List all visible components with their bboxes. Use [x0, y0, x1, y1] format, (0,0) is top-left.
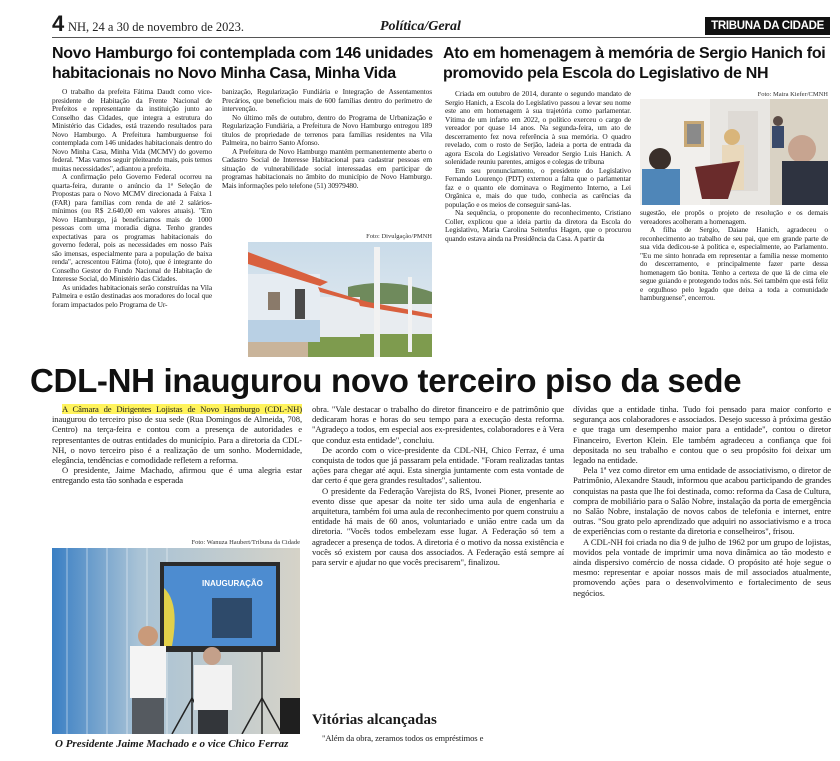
paragraph: banização, Regularização Fundiária e Integração de Assentamentos Precários, que beneficiou mais de 600 famílias dentro do perímetro de intervenção. [222, 88, 432, 113]
paragraph: O trabalho da prefeita Fátima Daudt como vice-presidente de Habitação da Frente Nacional de Prefeitos e representante da instituição junto ao Conselho das Cidades, que integra a estrutura do Ministério das Cidades, está trazendo resultados para Novo Hamburgo. A Prefeitura hamburguense foi contemplada com 146 unidades habitacionais dentro do Novo Minha Casa, Minha Vida (MCMV) do governo federal. "Mas vamos seguir pleiteando mais, pois temos muitas necessidades", adiantou a prefeita. [52, 88, 212, 173]
article3-headline: CDL-NH inaugurou novo terceiro piso da sede [30, 362, 742, 399]
paragraph: dívidas que a entidade tinha. Tudo foi pensado para maior conforto e segurança aos colaboradores e associados. Desejo sucesso à próxima gestão e que traga um desempenho maior para a entidade", contou o diretor Financeiro, Everton Klein. Ele também agradeceu a confiança que foi depositada no seu trabalho e contou que o seu propósito foi deixar um legado na entidade. [573, 404, 831, 466]
article1-column-2 [222, 88, 432, 230]
paragraph: Pela 1ª vez como diretor em uma entidade de associativismo, o diretor de Patrimônio, Alexandre Staudt, informou que acabou participando de grandes conquistas na pasta que lhe foi destinada, como: reforma da Casa de Cultura, compra de mobiliário para o Salão Nobre, instalação da porta de emergência no Salão Nobre, instalação de novos cabos de telefonia e internet, entre outras. "Sou grato pelo aprendizado que adquiri no associativismo e a troca de experiências com o restante da diretoria e conselheiros", frisou. [573, 465, 831, 537]
paragraph: Em seu pronunciamento, o presidente do Legislativo Fernando Lourenço (PDT) externou a falta que o parlamentar faz e o quanto ele dominava o Regimento Interno, a Lei Orgânica e, mais do que tudo, conhecia as carências da população e os meios de conseguir saná-las. [445, 165, 631, 209]
cdl-event-illustration [52, 548, 300, 734]
paragraph: A confirmação pelo Governo Federal ocorreu na quarta-feira, durante o anúncio da 1ª Seleção de Propostas para o Novo MCMV direcionada à Faixa 1 (FAR) para famílias com renda de até 2 salários-mínimos (ou R$ 2.640,00 em valores atuais). "Em Novo Hamburgo, já beneficiamos mais de 1000 pessoas com uma moradia digna. Tenho grandes expectativas para os programas habitacionais do governo federal, pois as necessidades em nosso País são imensas, especialmente para a população de baixa renda", acrescentou Fátima (foto), que é integrante do Conselho Gestor do Fundo Nacional de Habitação de Interesse Social, do Ministério das Cidades. [52, 172, 212, 283]
article3-photo-credit: Foto: Wanuza Haubert/Tribuna da Cidade [191, 539, 300, 546]
paragraph: O presidente da Federação Varejista do RS, Ivonei Pioner, presente ao evento disse que apesar da noite ter sido uma aula de engenharia e arquitetura, também foi uma aula de reconhecimento por quem construiu a entidade há mais de 60 anos, voluntariado e união entre cada um da diretoria. "Vocês todos embelezam esse lugar. A Federação só tem a agradecer a presença de todos. A diretoria é o motivo da nossa existência e vocês só existem por causa dos associados. A Federação está sempre aí para servir e ajudar no que vocês precisarem", finalizou. [312, 485, 564, 568]
article3-column-2 [312, 404, 564, 708]
photo-caption: O Presidente Jaime Machado e o vice Chico Ferraz [55, 738, 289, 750]
paragraph: As unidades habitacionais serão construídas na Vila Palmeira e estão destinadas aos moradores do local que foram impactados pelo Programa de Ur- [52, 282, 212, 309]
paragraph: Criada em outubro de 2014, durante o segundo mandato de Sergio Hanich, a Escola do Legislativo passou a levar seu nome este ano em homenagem à sua trajetória como parlamentar. Vítima de um infarto em 2022, o político exerceu o cargo de vereador por quase 14 anos. Na segunda-feira, um ato de descerramento fez nova referência à sua memória. O quadro revelado, com o rosto de Serjão, ladeia a porta de entrada da agora Escola do Legislativo Vereador Sergio Luis Hanich. A solenidade reuniu parentes, amigos e colegas de tribuna [445, 90, 631, 166]
homage-illustration [640, 99, 828, 205]
article3-column-3 [573, 404, 831, 758]
section-title: Política/Geral [380, 19, 461, 34]
page-number: 4 [52, 11, 65, 36]
homage-photo [640, 99, 828, 205]
paragraph: A Prefeitura de Novo Hamburgo mantém permanentemente aberto o Cadastro Social de Interesse Habitacional para cadastrar pessoas em situação de vulnerabilidade social interessadas em participar de programas habitacionais no âmbito do município de Novo Hamburgo. Mais informações pelo telefone (51) 30979480. [222, 146, 432, 190]
housing-photo [248, 242, 432, 357]
article1-column-1 [52, 88, 212, 356]
paragraph: A filha de Sergio, Daiane Hanich, agradeceu o reconhecimento ao trabalho de seu pai, que em grande parte de sua vida dedicou-se à política e, especialmente, ao Parlamento. "Eu me sinto honrada em representar a família nesse momento do descerramento, e principalmente fazer parte dessa homenagem tão bonita. Tenho a certeza de que lá de cima ele segue guiando e protegendo todos nós. Sei também que está feliz e orgulhoso pelo legado que deixa a toda a comunidade hamburguense", encerrou. [640, 225, 828, 302]
paragraph: A CDL-NH foi criada no dia 9 de julho de 1962 por um grupo de lojistas, movidos pela vontade de imprimir uma nova dinâmica ao tão modesto e ainda dispersivo comércio de nossa cidade. O propósito até hoje segue o mesmo: representar e apoiar nossos mais de mil associados atualmente, promovendo ações para o desenvolvimento e fortalecimento de seus negócios. [573, 536, 831, 598]
article2-photo-credit: Foto: Maira Kiefer/CMNH [757, 91, 828, 98]
article1-photo-credit: Foto: Divulgação/PMNH [366, 233, 432, 240]
article2-column-1 [445, 90, 631, 358]
housing-illustration [248, 242, 432, 357]
lead-paragraph [52, 404, 302, 465]
paragraph: O presidente, Jaime Machado, afirmou que é uma alegria estar entregando esta tão sonhada e esperada [52, 465, 302, 486]
masthead-logo: TRIBUNA DA CIDADE [705, 17, 830, 35]
article3-column-1 [52, 404, 302, 536]
article2-headline: Ato em homenagem à memória de Sergio Hanich foi promovido pela Escola do Legislativo de NH [443, 45, 826, 82]
screen-title: INAUGURAÇÃO [202, 579, 263, 588]
paragraph: Na sequência, o proponente do reconhecimento, Cristiano Coller, explicou que a ideia partiu da diretora da Escola do Legislativo, Maria Carolina Seitenfus Hagen, que o procurou quando estava ainda na Presidência da Casa. A partir da [445, 208, 631, 243]
article2-column-2 [640, 209, 828, 359]
paragraph: "Além da obra, zeramos todos os empréstimos e [322, 733, 484, 743]
cdl-event-photo [52, 548, 300, 734]
paragraph: De acordo com o vice-presidente da CDL-NH, Chico Ferraz, é uma conquista de todos que já passaram pela entidade. "Foram realizadas tantas ações para chegar até aqui. Esta sinergia juntamente com esta vontade de dar certo é que gera grandes resultados", salientou. [312, 444, 564, 486]
article1-headline: Novo Hamburgo foi contemplada com 146 unidades habitacionais no Novo Minha Casa, Minha Vida [52, 45, 433, 82]
paragraph: obra. "Vale destacar o trabalho do diretor financeiro e de patrimônio que dedicaram horas e horas do seu tempo para a execução desta reforma. "Agradeço a todos, em especial aos ex-presidentes, colaboradores e à Vera que conduz esta entidade", concluiu. [312, 404, 564, 445]
article3-column-2-continued [312, 733, 564, 757]
page-header [52, 11, 830, 38]
subheading: Vitórias alcançadas [312, 712, 437, 728]
dateline: NH, 24 a 30 de novembro de 2023. [68, 20, 245, 34]
paragraph: No último mês de outubro, dentro do Programa de Urbanização e Regularização Fundiária, a Prefeitura de Novo Hamburgo entregou 189 títulos de propriedade de terrenos para famílias residentes na Vila Palmeira, no bairro Santo Afonso. [222, 112, 432, 147]
lead-text: inaugurou do terceiro piso de sua sede (Rua Domingos de Almeida, 708, Centro) na terça-feira e contou com a presença de autoridades e representantes de outras entidades do município. Para a diretoria da CDL-NH, o novo terceiro piso é a realização de um sonho. Modernidade, elegância, tendências e comodidade refletem a reforma. [52, 414, 302, 466]
paragraph: sugestão, ele propôs o projeto de resolução e os demais vereadores acolheram a homenagem. [640, 209, 828, 226]
highlighted-text: A Câmara de Dirigentes Lojistas de Novo Hamburgo (CDL-NH) [62, 404, 302, 414]
